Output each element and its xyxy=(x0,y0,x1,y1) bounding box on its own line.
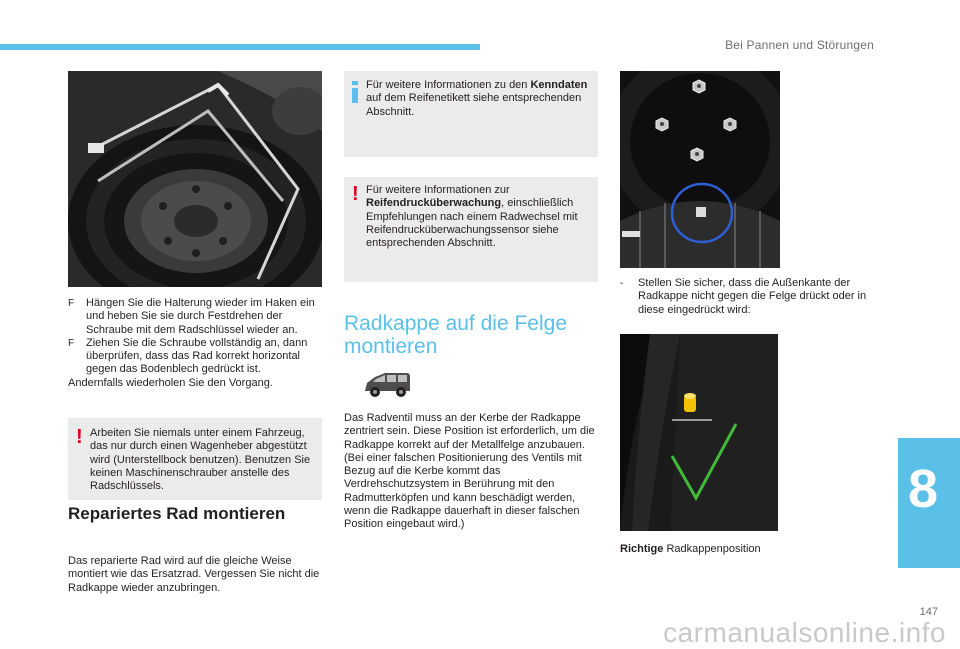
caption-bold: Richtige xyxy=(620,543,664,555)
chapter-number: 8 xyxy=(907,459,939,519)
note-cover-edge xyxy=(620,277,880,317)
tpms-text-bold: Reifendrucküberwachung xyxy=(366,197,502,210)
caption-rest: Radkappenposition xyxy=(663,543,761,555)
heading-wheel-cover: Radkappe auf die Felge montieren xyxy=(344,312,567,358)
warning-box-jack xyxy=(68,418,322,500)
warning-box-tpms xyxy=(344,177,598,282)
step-marker: F xyxy=(68,337,75,349)
body-wheel-cover: Das Radventil muss an der Kerbe der Radkappe zentriert sein. Diese Position ist erforderlich, um die Radkappe korrekt auf der Metallfelge anzubauen. (Bei einer falschen Positionierung des Ventils mit Bezug auf die Kerbe kommt das Verdrehschutzsystem in Berührung mit den Radmutterköpfen und kann beschädigt werden, wenn die Radkappe dauerhaft in dieser falschen Position eingebaut wird.) xyxy=(344,412,595,531)
watermark: carmanualsonline.info xyxy=(663,617,946,648)
caption-correct-position xyxy=(620,543,880,556)
step-list xyxy=(68,297,324,390)
step-marker: F xyxy=(68,298,75,309)
info-text-pre: Für weitere Informationen zu den xyxy=(366,79,531,91)
exclamation-icon: ! xyxy=(76,426,83,448)
section-title: Bei Pannen und Störungen xyxy=(725,38,874,52)
step-item xyxy=(68,297,324,337)
correct-cover-photo xyxy=(620,334,778,531)
tpms-text xyxy=(366,184,590,250)
info-icon xyxy=(352,81,358,103)
heading-repaired-wheel: Repariertes Rad montieren xyxy=(68,504,286,523)
step-item xyxy=(68,337,324,377)
info-text xyxy=(366,79,590,119)
warning-text: Arbeiten Sie niemals unter einem Fahrzeug, das nur durch einen Wagenheber abgestützt wird (Unterstellbock benutzen). Benutzen Sie keinen Maschinenschrauber anstelle des Radschlüssels. xyxy=(90,427,311,493)
exclamation-icon: ! xyxy=(352,183,359,205)
wheel-nuts-photo xyxy=(620,71,780,268)
tpms-text-post: , einschließlich Empfehlungen nach einem Radwechsel mit Reifendrucküberwachungssensor siehe entsprechenden Abschnitt. xyxy=(366,197,578,250)
step-text: Hängen Sie die Halterung wieder im Haken ein und heben Sie sie durch Festdrehen der Schraube mit dem Radschlüssel wieder an. xyxy=(86,297,315,336)
info-box-tire-label xyxy=(344,71,598,157)
body-repaired-wheel: Das reparierte Rad wird auf die gleiche Weise montiert wie das Ersatzrad. Vergessen Sie nicht die Radkappe wieder anzubringen. xyxy=(68,555,320,594)
note-item xyxy=(620,277,880,317)
step-text: Ziehen Sie die Schraube vollständig an, dann überprüfen, dass das Rad korrekt horizontal gegen das Bodenblech gedrückt ist. xyxy=(86,336,308,376)
spare-wheel-photo xyxy=(68,71,322,287)
tpms-text-pre: Für weitere Informationen zur xyxy=(366,184,510,196)
info-text-post: auf dem Reifenetikett siehe entsprechenden Abschnitt. xyxy=(366,92,582,118)
info-text-bold: Kenndaten xyxy=(530,79,588,91)
header-accent-bar xyxy=(0,44,480,50)
after-text: Andernfalls wiederholen Sie den Vorgang. xyxy=(68,376,273,389)
van-silhouette-icon xyxy=(363,371,411,399)
page-number: 147 xyxy=(919,606,938,618)
note-marker: - xyxy=(620,278,624,289)
note-text: Stellen Sie sicher, dass die Außenkante der Radkappe nicht gegen die Felge drückt oder in diese eingedrückt wird: xyxy=(638,277,867,316)
